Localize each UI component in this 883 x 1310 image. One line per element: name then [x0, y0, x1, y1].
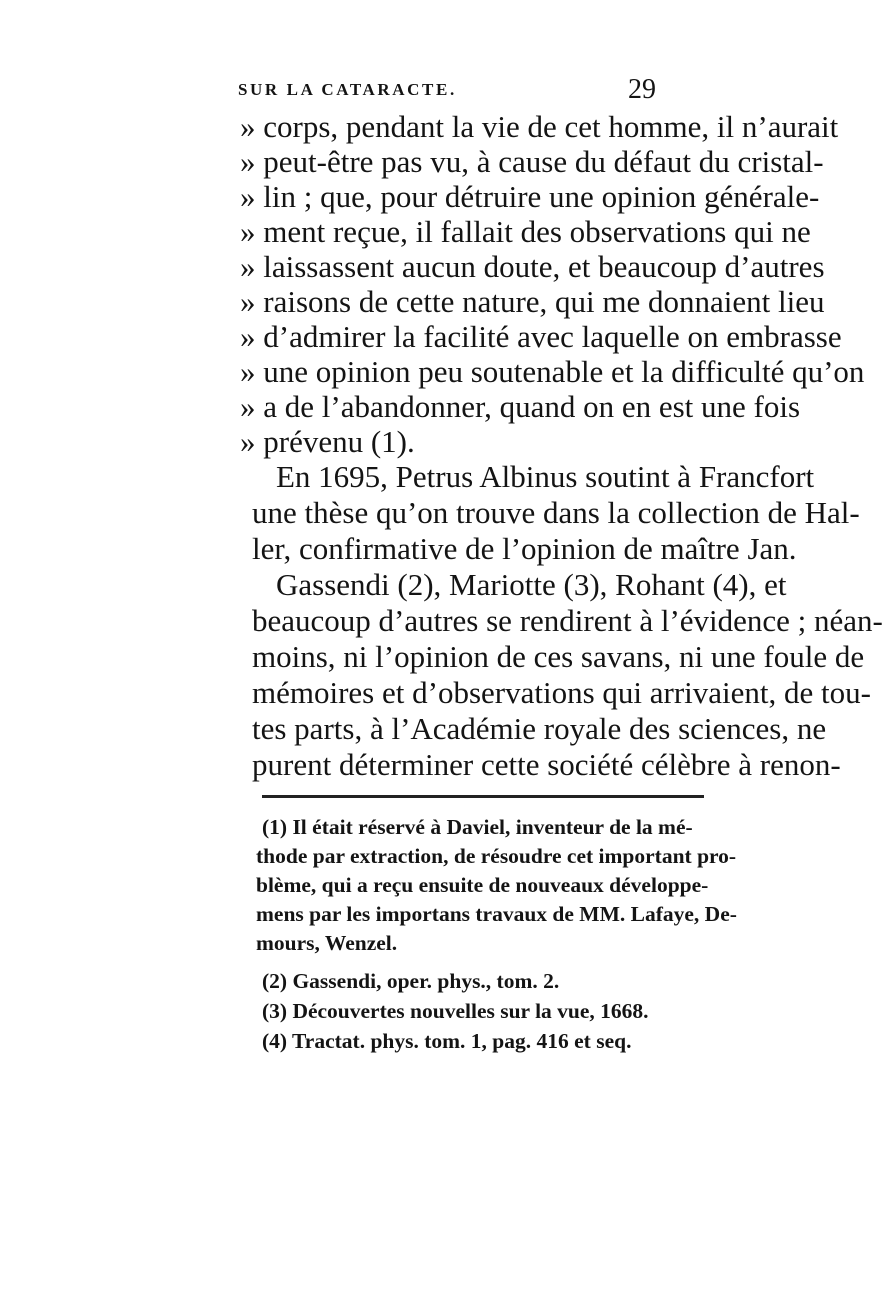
text-line: tes parts, à l’Académie royale des sciences, ne	[252, 711, 827, 746]
text-line: beaucoup d’autres se rendirent à l’évidence ; néan-	[252, 603, 883, 638]
footnote-separator	[262, 795, 704, 798]
footnote-line: mours, Wenzel.	[256, 931, 398, 955]
footnote-line: blème, qui a reçu ensuite de nouveaux développe-	[256, 873, 709, 897]
text-line: une thèse qu’on trouve dans la collection de Hal-	[252, 495, 860, 530]
footnote: (2) Gassendi, oper. phys., tom. 2.	[262, 969, 560, 993]
footnote-line: thode par extraction, de résoudre cet important pro-	[256, 844, 737, 868]
footnote: (3) Découvertes nouvelles sur la vue, 1668.	[262, 999, 649, 1023]
text-line: » prévenu (1).	[240, 424, 415, 459]
running-title: SUR LA CATARACTE.	[238, 80, 457, 99]
page-number: 29	[628, 74, 656, 105]
footnote-line: mens par les importans travaux de MM. Lafaye, De-	[256, 902, 737, 926]
text-line: » d’admirer la facilité avec laquelle on embrasse	[240, 319, 842, 354]
text-line: Gassendi (2), Mariotte (3), Rohant (4), et	[276, 567, 787, 602]
text-line: » lin ; que, pour détruire une opinion générale-	[240, 179, 820, 214]
text-line: ler, confirmative de l’opinion de maître Jan.	[252, 531, 797, 566]
text-line: » raisons de cette nature, qui me donnaient lieu	[240, 284, 825, 319]
text-line: » corps, pendant la vie de cet homme, il n’aurait	[240, 109, 839, 144]
footnote: (4) Tractat. phys. tom. 1, pag. 416 et seq.	[262, 1029, 632, 1053]
text-line: mémoires et d’observations qui arrivaient, de tou-	[252, 675, 871, 710]
text-line: moins, ni l’opinion de ces savans, ni une foule de	[252, 639, 865, 674]
paragraph-start: En 1695, Petrus Albinus soutint à Francfort	[276, 459, 815, 494]
page-header	[238, 74, 658, 104]
text-line: purent déterminer cette société célèbre à renon-	[252, 747, 841, 782]
text-line: » laissassent aucun doute, et beaucoup d’autres	[240, 249, 825, 284]
text-line: » une opinion peu soutenable et la difficulté qu’on	[240, 354, 865, 389]
text-line: » peut-être pas vu, à cause du défaut du cristal-	[240, 144, 824, 179]
text-line: » a de l’abandonner, quand on en est une fois	[240, 389, 801, 424]
text-line: » ment reçue, il fallait des observations qui ne	[240, 214, 811, 249]
footnote: (1) Il était réservé à Daviel, inventeur de la mé-	[262, 815, 693, 839]
